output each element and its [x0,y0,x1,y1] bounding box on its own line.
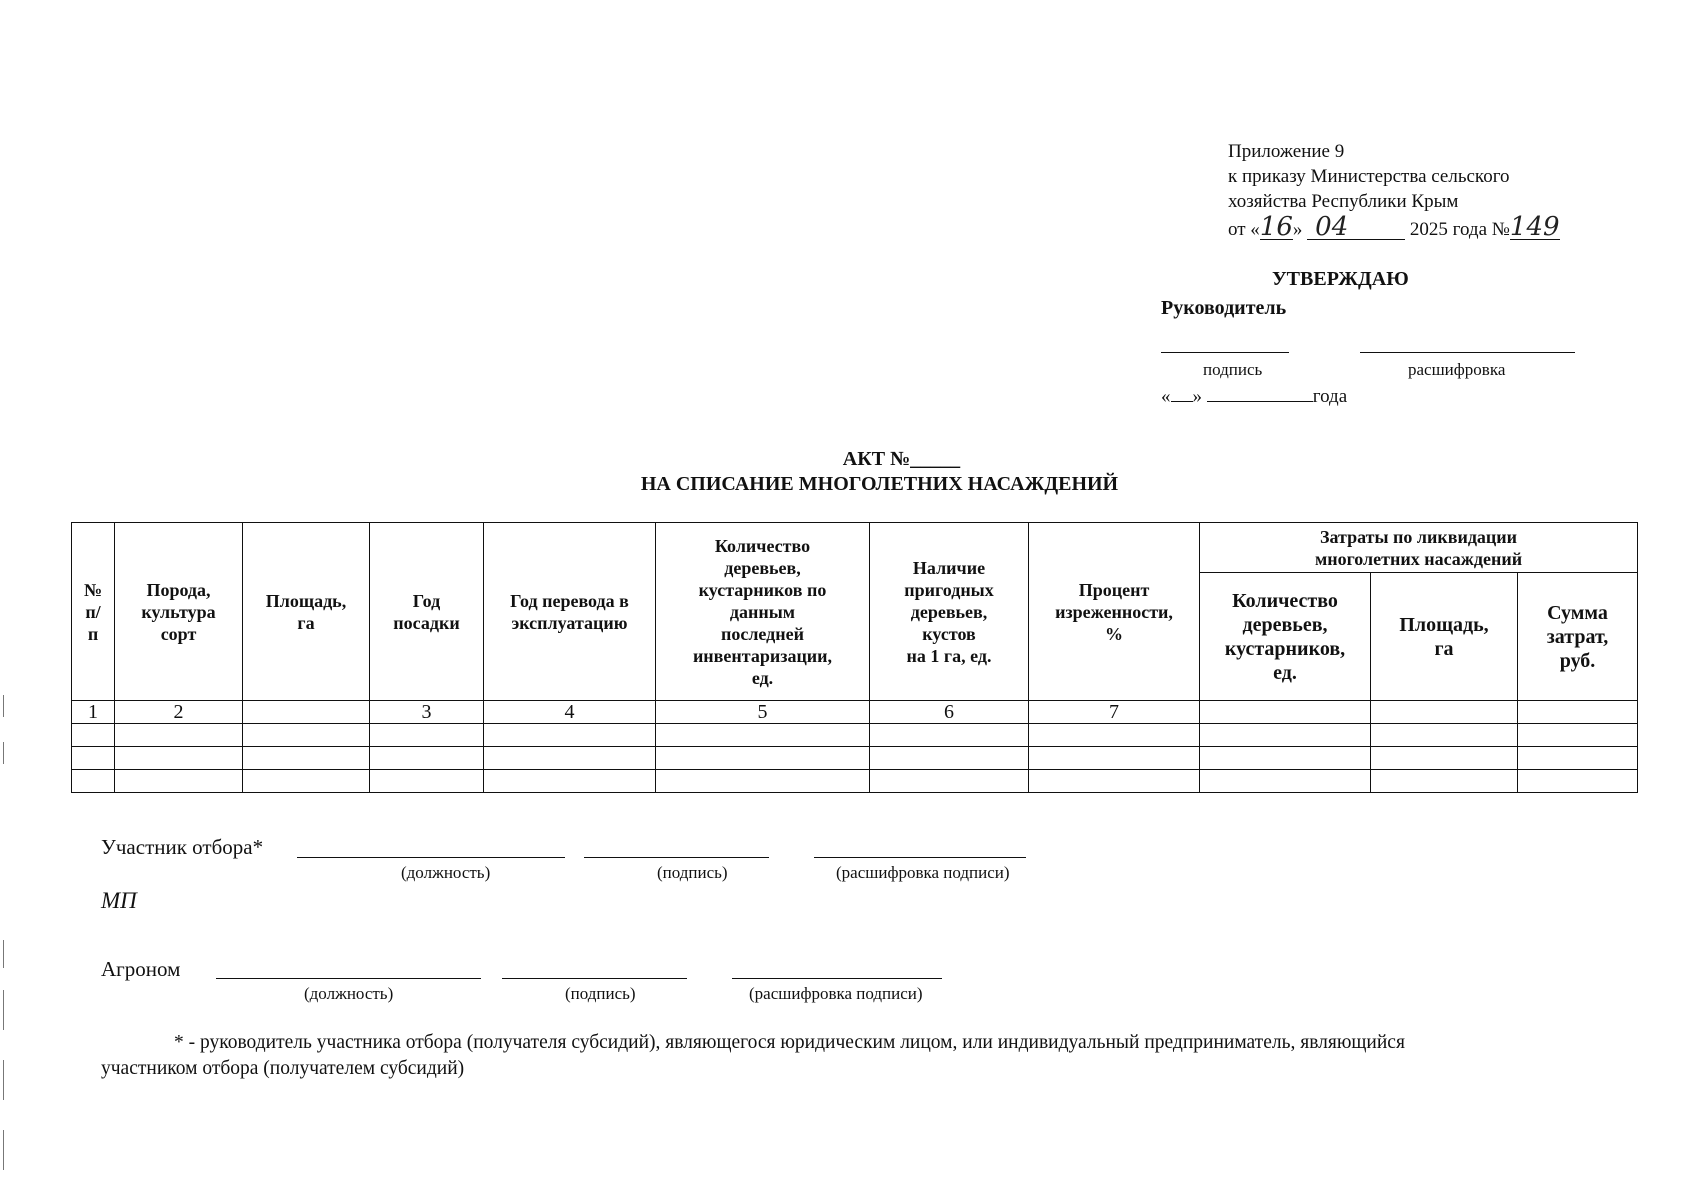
header-suitable-trees: Наличие пригодных деревьев, кустов на 1 га, ед. [870,523,1029,701]
approval-decoding-caption: расшифровка [1408,360,1506,379]
table-cell[interactable] [656,770,870,793]
footnote-line-2: участником отбора (получателем субсидий) [101,1058,465,1079]
header-row-number: № п/ п [72,523,115,701]
date-mid: » [1292,219,1303,240]
table-cell[interactable] [1200,770,1371,793]
date-prefix: от « [1228,219,1260,240]
date-month-handwritten: 04 [1307,215,1405,240]
approval-year-word: года [1312,386,1348,407]
table-cell: 7 [1029,701,1200,724]
header-area: Площадь, га [243,523,370,701]
approval-day-blank [1171,401,1193,402]
table-cell[interactable] [1371,724,1518,747]
table-row-numbering [72,701,1638,724]
table-cell: 5 [656,701,870,724]
table-row [72,747,1638,770]
appendix-line-1: Приложение 9 [1228,141,1345,162]
header-cost-area: Площадь, га [1371,573,1518,701]
date-year-text: 2025 года № [1409,219,1510,240]
table-cell[interactable] [115,747,243,770]
header-cost-count: Количество деревьев, кустарников, ед. [1200,573,1371,701]
table-cell[interactable] [243,747,370,770]
approve-heading: УТВЕРЖДАЮ [1272,268,1409,290]
table-cell[interactable] [370,724,484,747]
participant-position-caption: (должность) [401,863,491,882]
header-cost-sum: Сумма затрат, руб. [1518,573,1638,701]
approval-decoding-line [1360,352,1575,353]
table-cell[interactable] [115,770,243,793]
table-cell[interactable] [484,724,656,747]
table-cell[interactable] [484,747,656,770]
table-cell: 6 [870,701,1029,724]
table-cell[interactable] [656,747,870,770]
order-number-handwritten: 149 [1509,212,1560,242]
scan-edge-mark [3,742,4,764]
agronomist-position-line[interactable] [216,978,481,979]
scan-edge-mark [3,940,4,968]
table-row [72,770,1638,793]
header-exploit-year: Год перевода в эксплуатацию [484,523,656,701]
date-day-handwritten: 16 [1259,212,1293,242]
agronomist-label: Агроном [101,957,181,981]
appendix-line-2: к приказу Министерства сельского [1228,166,1510,187]
table-cell[interactable] [870,770,1029,793]
approval-date-line [1161,385,1347,409]
scan-edge-mark [3,695,4,717]
table-cell[interactable] [1029,770,1200,793]
table-cell[interactable] [870,747,1029,770]
header-inventory-count: Количество деревьев, кустарников по данным последней инвентаризации, ед. [656,523,870,701]
table-cell: 3 [370,701,484,724]
table-cell[interactable] [484,770,656,793]
order-date-line [1228,212,1560,242]
approval-date-close: » [1192,386,1202,407]
table-cell[interactable] [1518,747,1638,770]
table-cell[interactable] [72,724,115,747]
write-off-table [71,522,1638,793]
table-cell[interactable] [72,747,115,770]
participant-label: Участник отбора* [101,835,264,859]
head-label: Руководитель [1161,297,1287,319]
appendix-line-3: хозяйства Республики Крым [1228,191,1459,212]
approval-signature-caption: подпись [1203,360,1263,379]
scan-edge-mark [3,990,4,1030]
participant-signature-caption: (подпись) [657,863,728,882]
participant-decoding-caption: (расшифровка подписи) [836,863,1010,882]
approval-month-blank [1207,401,1313,402]
table-cell[interactable] [370,770,484,793]
table-cell[interactable] [1518,770,1638,793]
table-cell[interactable] [1200,747,1371,770]
agronomist-signature-line[interactable] [502,978,687,979]
table-cell[interactable] [656,724,870,747]
table-cell[interactable] [115,724,243,747]
table-cell[interactable] [243,724,370,747]
table-cell [1518,701,1638,724]
table-cell [243,701,370,724]
scan-edge-mark [3,1060,4,1100]
header-plant-year: Год посадки [370,523,484,701]
table-cell: 4 [484,701,656,724]
table-cell[interactable] [72,770,115,793]
table-cell[interactable] [870,724,1029,747]
table-cell[interactable] [1029,747,1200,770]
scan-edge-mark [3,1130,4,1170]
table-cell[interactable] [1371,770,1518,793]
header-sparseness: Процент изреженности, % [1029,523,1200,701]
header-breed: Порода, культура сорт [115,523,243,701]
table-cell [1200,701,1371,724]
act-title: АКТ №_____ [842,448,961,470]
agronomist-decoding-caption: (расшифровка подписи) [749,984,923,1003]
act-subtitle: НА СПИСАНИЕ МНОГОЛЕТНИХ НАСАЖДЕНИЙ [640,473,1119,495]
table-cell[interactable] [1029,724,1200,747]
approval-signature-line [1161,352,1289,353]
table-cell: 2 [115,701,243,724]
agronomist-position-caption: (должность) [304,984,394,1003]
stamp-placeholder: МП [101,888,137,913]
table-row [72,724,1638,747]
agronomist-decoding-line[interactable] [732,978,942,979]
table-cell: 1 [72,701,115,724]
footnote-line-1: * - руководитель участника отбора (получателя субсидий), являющегося юридическим лицом, или индивидуальный предприниматель, являющийся [174,1032,1405,1053]
table-cell[interactable] [243,770,370,793]
header-costs-group: Затраты по ликвидации многолетних насаждений [1200,523,1638,573]
agronomist-signature-caption: (подпись) [565,984,636,1003]
table-cell[interactable] [370,747,484,770]
table-cell[interactable] [1518,724,1638,747]
approval-date-open: « [1161,386,1171,407]
table-cell [1371,701,1518,724]
participant-signature-line[interactable] [584,857,769,858]
participant-decoding-line[interactable] [814,857,1026,858]
table-cell[interactable] [1200,724,1371,747]
participant-position-line[interactable] [297,857,565,858]
table-cell[interactable] [1371,747,1518,770]
